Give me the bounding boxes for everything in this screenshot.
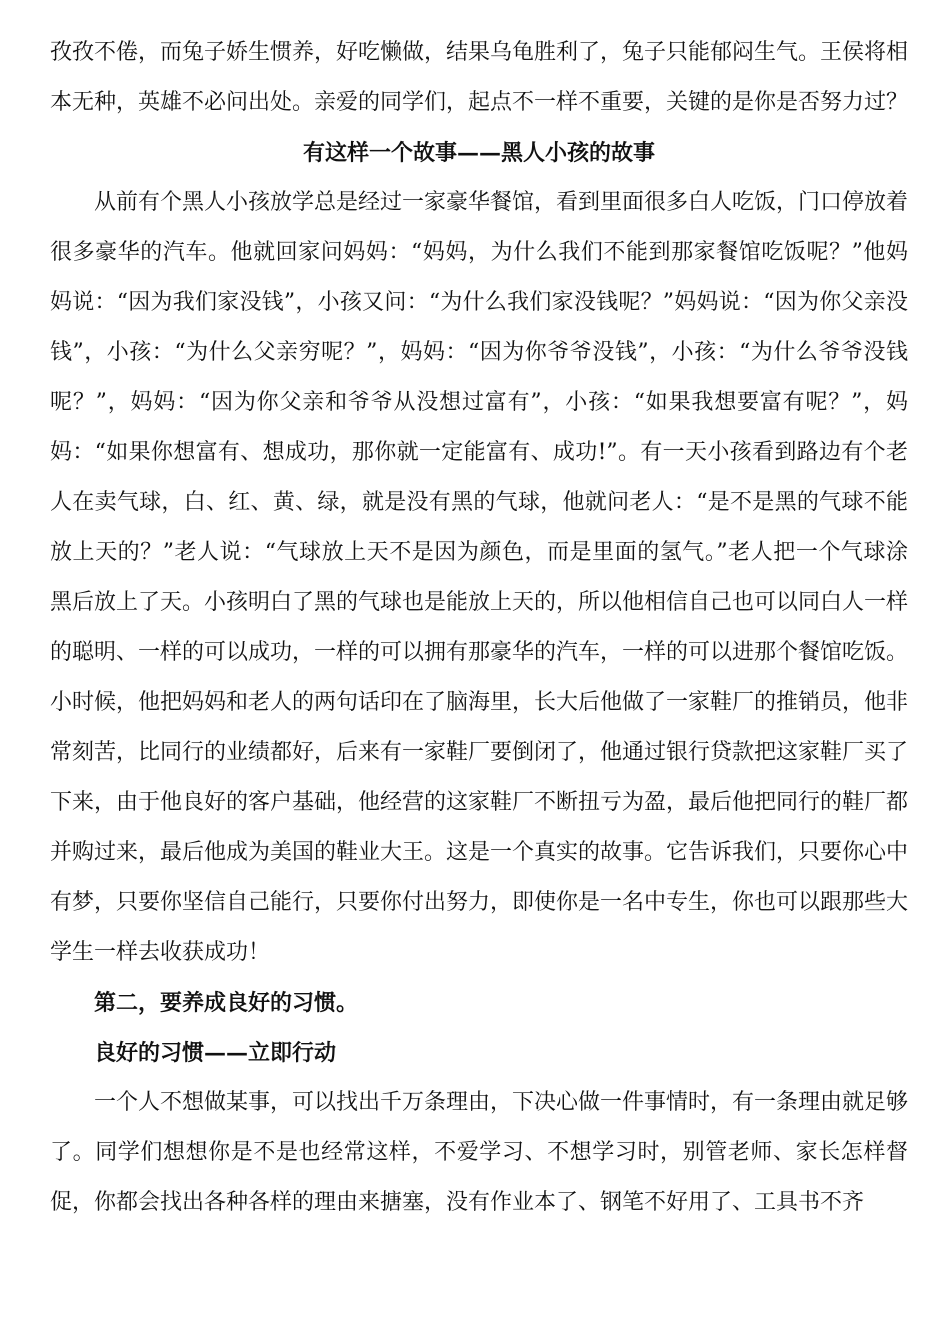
- document-page: [50, 28, 908, 1228]
- story-title: 有这样一个故事——黑人小孩的故事: [302, 140, 655, 166]
- section-heading: 第二，要养成良好的习惯。: [94, 990, 359, 1016]
- subsection-heading: 良好的习惯——立即行动: [94, 1040, 337, 1066]
- habit-paragraph: 一个人不想做某事，可以找出千万条理由，下决心做一件事情时，有一条理由就足够了。同学们想想你是不是也经常这样，不爱学习、不想学习时，别管老师、家长怎样督促，你都会找出各种各样的理由来搪塞，没有作业本了、钢笔不好用了、工具书不齐: [50, 1090, 909, 1215]
- story-paragraph: 从前有个黑人小孩放学总是经过一家豪华餐馆，看到里面很多白人吃饭，门口停放着很多豪华的汽车。他就回家问妈妈：“妈妈，为什么我们不能到那家餐馆吃饭呢？”他妈妈说：“因为我们家没钱”，小孩又问：“为什么我们家没钱呢？”妈妈说：“因为你父亲没钱”，小孩：“为什么父亲穷呢？”，妈妈：“因为你爷爷没钱”，小孩：“为什么爷爷没钱呢？”，妈妈：“因为你父亲和爷爷从没想过富有”，小孩：“如果我想要富有呢？”，妈妈：“如果你想富有、想成功，那你就一定能富有、成功!”。有一天小孩看到路边有个老人在卖气球，白、红、黄、绿，就是没有黑的气球，他就问老人：“是不是黑的气球不能放上天的？”老人说：“气球放上天不是因为颜色，而是里面的氢气。”老人把一个气球涂黑后放上了天。小孩明白了黑的气球也是能放上天的，所以他相信自己也可以同白人一样的聪明、一样的可以成功，一样的可以拥有那豪华的汽车，一样的可以进那个餐馆吃饭。小时候，他把妈妈和老人的两句话印在了脑海里，长大后他做了一家鞋厂的推销员，他非常刻苦，比同行的业绩都好，后来有一家鞋厂要倒闭了，他通过银行贷款把这家鞋厂买了下来，由于他良好的客户基础，他经营的这家鞋厂不断扭亏为盈，最后他把同行的鞋厂都并购过来，最后他成为美国的鞋业大王。这是一个真实的故事。它告诉我们，只要你心中有梦，只要你坚信自己能行，只要你付出努力，即使你是一名中专生，你也可以跟那些大学生一样去收获成功！: [50, 190, 909, 965]
- continuation-paragraph: 孜孜不倦，而兔子娇生惯养，好吃懒做，结果乌龟胜利了，兔子只能郁闷生气。王侯将相本无种，英雄不必问出处。亲爱的同学们，起点不一样不重要，关键的是你是否努力过？: [50, 40, 909, 115]
